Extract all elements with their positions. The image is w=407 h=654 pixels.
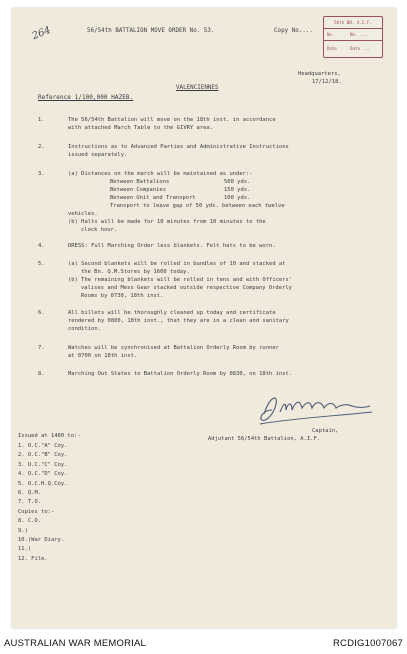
footer-institution: AUSTRALIAN WAR MEMORIAL bbox=[4, 638, 147, 649]
para-3-line-5: Transport to leave gap of 50 yds. between each twelve bbox=[110, 203, 285, 209]
adjutant-signature bbox=[256, 390, 376, 426]
stamp-date-value: Date ... bbox=[350, 46, 371, 51]
registry-stamp bbox=[323, 16, 383, 58]
para-2-line-1: Instructions as to Advanced Parties and Administrative Instructions bbox=[68, 144, 289, 150]
distribution-item: 1. O.C."A" Coy. bbox=[18, 443, 68, 449]
para-1-line-2: with attached March Table to the GIVRY area. bbox=[68, 125, 213, 131]
copy-number: Copy No.... bbox=[274, 28, 313, 34]
distance-row-3-label: Between Unit and Transport bbox=[110, 195, 196, 201]
header-title: 56/54th BATTALION MOVE ORDER No. 53. bbox=[87, 28, 215, 34]
distance-row-2-label: Between Companies bbox=[110, 187, 167, 193]
para-8-line-1: Marching Out States to Battalion Orderly Room by 0830, on 18th inst. bbox=[68, 371, 293, 377]
stamp-no-label: No. bbox=[327, 32, 335, 37]
distribution-item: 10.)War Diary. bbox=[18, 537, 65, 543]
para-1-line-1: The 56/54th Battalion will move on the 18th inst. in accordance bbox=[68, 117, 276, 123]
para-5-line-4: valises and Mess Gear stacked outside respective Company Orderly bbox=[81, 285, 292, 291]
para-3-line-1: (a) Distances on the march will be maintained as under:- bbox=[68, 171, 253, 177]
distribution-item: 2. O.C."B" Coy. bbox=[18, 452, 68, 459]
para-3-line-7: (b) Halts will be made for 10 minutes from 10 minutes to the bbox=[68, 219, 266, 225]
para-5-line-1: (a) Second blankets will be rolled in bundles of 10 and stacked at bbox=[68, 261, 286, 267]
para-5-line-2: the Bn. Q.M.Stores by 1600 today. bbox=[81, 269, 190, 275]
para-6-line-3: condition. bbox=[68, 326, 101, 332]
para-4-line-1: DRESS: Full Marching Order less blankets. Felt hats to be worn. bbox=[68, 243, 276, 249]
para-3-line-8: clock hour. bbox=[81, 227, 118, 233]
distance-row-1-label: Between Battalions bbox=[110, 179, 170, 185]
reference-line: Reference 1/100,000 HAZEB. bbox=[38, 94, 134, 101]
distance-row-2-value: 150 yds. bbox=[224, 187, 251, 193]
para-5-number: 5. bbox=[38, 261, 45, 267]
distribution-item: 9.) bbox=[18, 527, 28, 534]
para-7-number: 7. bbox=[38, 345, 45, 351]
distribution-item: 3. O.C."C" Coy. bbox=[18, 461, 68, 468]
para-3-number: 3. bbox=[38, 171, 45, 177]
para-4-number: 4. bbox=[38, 243, 45, 249]
distance-row-3-value: 100 yds. bbox=[224, 195, 251, 201]
para-8-number: 8. bbox=[38, 371, 45, 377]
distribution-item: 11.) bbox=[18, 546, 32, 553]
hq-line-1: Headquarters, bbox=[298, 71, 341, 77]
distance-row-1-value: 500 yds. bbox=[224, 179, 251, 185]
distribution-item: 6. Q.M. bbox=[18, 490, 42, 496]
para-6-line-2: rendered by 0800, 18th inst., that they are in a clean and sanitary bbox=[68, 318, 289, 324]
distribution-item: 7. T.O. bbox=[18, 499, 42, 506]
para-2-line-2: issued separately. bbox=[68, 152, 128, 158]
para-7-line-2: at 0700 on 18th inst. bbox=[68, 353, 138, 359]
signoff-rank: Captain, bbox=[312, 428, 339, 434]
para-7-line-1: Watches will be synchronised at Battalion Orderly Room by runner bbox=[68, 345, 279, 351]
stamp-no-value: No. ... bbox=[350, 32, 368, 37]
para-5-line-3: (b) The remaining blankets will be rolled in tens and with Officers' bbox=[68, 277, 293, 283]
para-1-number: 1. bbox=[38, 117, 45, 123]
stamp-unit: 56th BN. A.I.F. bbox=[324, 17, 382, 29]
para-3-line-6: vehicles. bbox=[68, 211, 98, 217]
footer-record-id: RCDIG1007067 bbox=[333, 638, 403, 649]
para-6-number: 6. bbox=[38, 310, 45, 316]
stamp-number-row bbox=[324, 29, 382, 41]
distribution-item: 8. C.O. bbox=[18, 518, 42, 525]
stamp-date-row bbox=[324, 41, 382, 57]
signoff-title: Adjutant 56/54th Battalion, A.I.F. bbox=[208, 436, 321, 442]
para-6-line-1: All billets will be thoroughly cleaned up today and certificate bbox=[68, 310, 276, 316]
issued-heading: Issued at 1400 to:- bbox=[18, 433, 81, 439]
distribution-item: Copies to:- bbox=[18, 508, 55, 515]
document-page bbox=[12, 8, 396, 628]
hq-date: 17/12/18. bbox=[312, 79, 342, 85]
para-5-line-5: Rooms by 0730, 18th inst. bbox=[81, 293, 164, 299]
stamp-date-label: Date bbox=[327, 46, 337, 51]
place-heading: VALENCIENNES bbox=[176, 85, 219, 91]
para-2-number: 2. bbox=[38, 144, 45, 150]
distribution-item: 12. File. bbox=[18, 555, 48, 562]
handwritten-number: 264 bbox=[30, 24, 53, 43]
distribution-item: 4. O.C."D" Coy. bbox=[18, 471, 68, 478]
distribution-item: 5. O.C.H.Q.Coy. bbox=[18, 480, 68, 487]
